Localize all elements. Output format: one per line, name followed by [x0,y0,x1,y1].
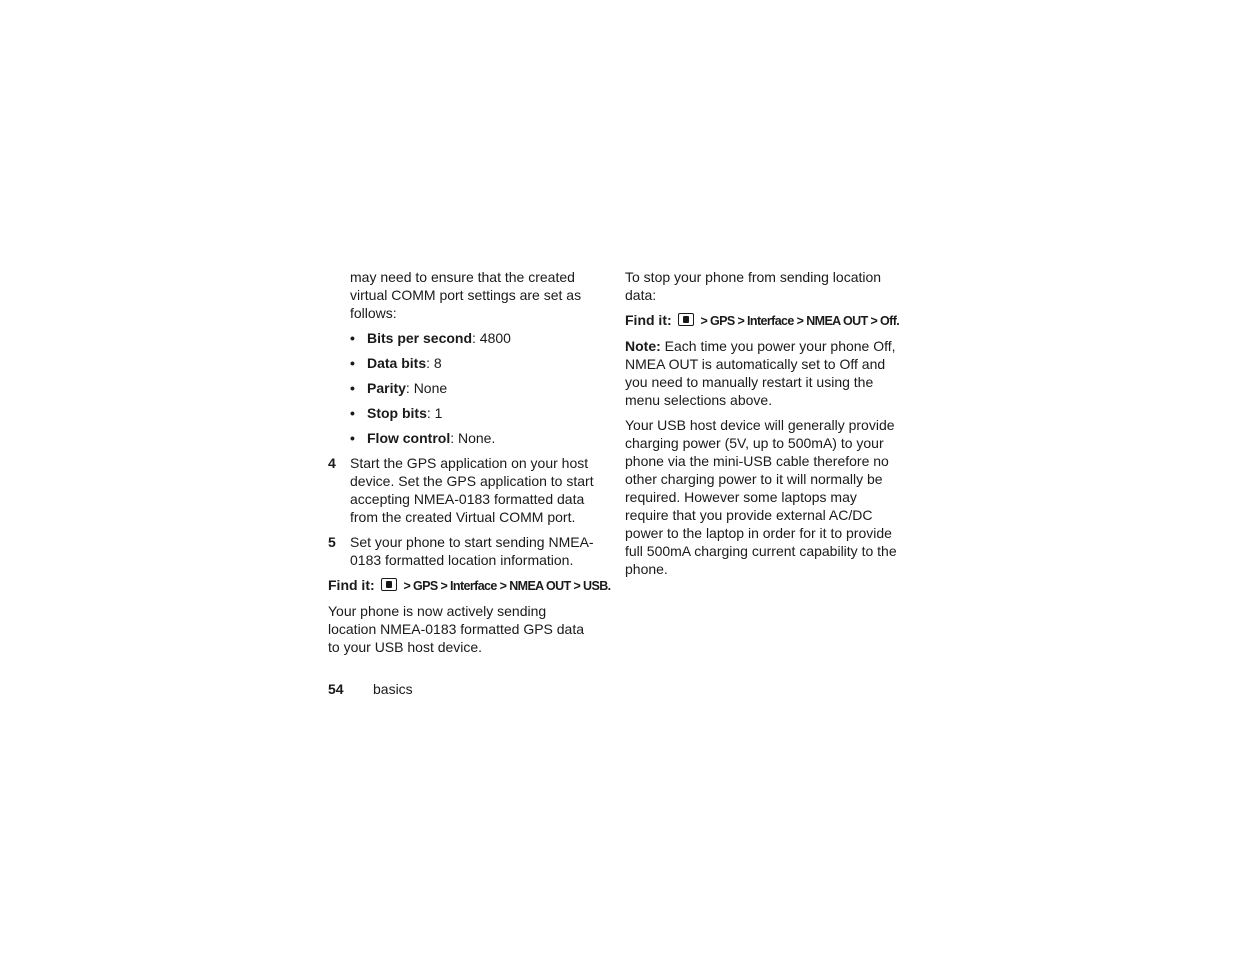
section-name: basics [373,681,413,697]
step-number: 5 [328,534,336,550]
menu-key-icon [381,578,397,591]
step-4 [328,454,598,526]
setting-value: : 8 [426,355,442,371]
setting-name: Stop bits [367,405,427,421]
setting-value: : 1 [426,405,443,421]
bullet-icon: • [350,380,355,396]
note-paragraph [625,337,897,409]
list-item [350,404,598,422]
menu-key-icon [678,313,694,326]
page-footer [328,680,413,698]
comm-settings-list [328,329,598,447]
list-item [350,429,598,447]
closing-paragraph: Your phone is now actively sending location NMEA-0183 formatted GPS data to your USB host device. [328,603,585,655]
setting-value: : 4800 [472,330,511,346]
find-it-label: Find it: [328,577,375,593]
list-item [350,329,598,347]
setting-name: Flow control [367,430,451,446]
step-number: 4 [328,455,336,471]
menu-path: > GPS > Interface > NMEA OUT > Off. [700,314,900,328]
note-text: Each time you power your phone Off, NMEA OUT is automatically set to Off and you need to manually restart it using the menu selections above. [625,338,896,408]
find-it-usb [328,576,611,595]
step-5 [328,533,598,569]
stop-intro: To stop your phone from sending location data: [625,269,882,303]
bullet-icon: • [350,430,355,446]
menu-path: > GPS > Interface > NMEA OUT > USB. [403,579,611,593]
step-text: Start the GPS application on your host device. Set the GPS application to start accepting NMEA-0183 formatted data from the created Virtual COMM port. [350,455,594,525]
bullet-icon: • [350,405,355,421]
list-item [350,354,598,372]
bullet-icon: • [350,330,355,346]
setting-value: : None [405,380,448,396]
right-column [625,268,900,585]
setting-name: Data bits [367,355,427,371]
find-it-off [625,311,900,330]
step-text: Set your phone to start sending NMEA-0183 formatted location information. [350,534,594,568]
setting-name: Bits per second [367,330,473,346]
usb-power-paragraph: Your USB host device will generally provide charging power (5V, up to 500mA) to your phone via the mini-USB cable therefore no other charging power to it will normally be required. However some laptops may require that you provide external AC/DC power to the laptop in order for it to provide full 500mA charging current capability to the phone. [625,417,897,577]
page-number: 54 [328,681,344,697]
list-item [350,379,598,397]
bullet-icon: • [350,355,355,371]
note-label: Note: [625,338,661,354]
setting-name: Parity [367,380,406,396]
settings-intro: may need to ensure that the created virtual COMM port settings are set as follows: [350,269,582,321]
setting-value: : None. [450,430,496,446]
left-column [328,268,611,663]
find-it-label: Find it: [625,312,672,328]
